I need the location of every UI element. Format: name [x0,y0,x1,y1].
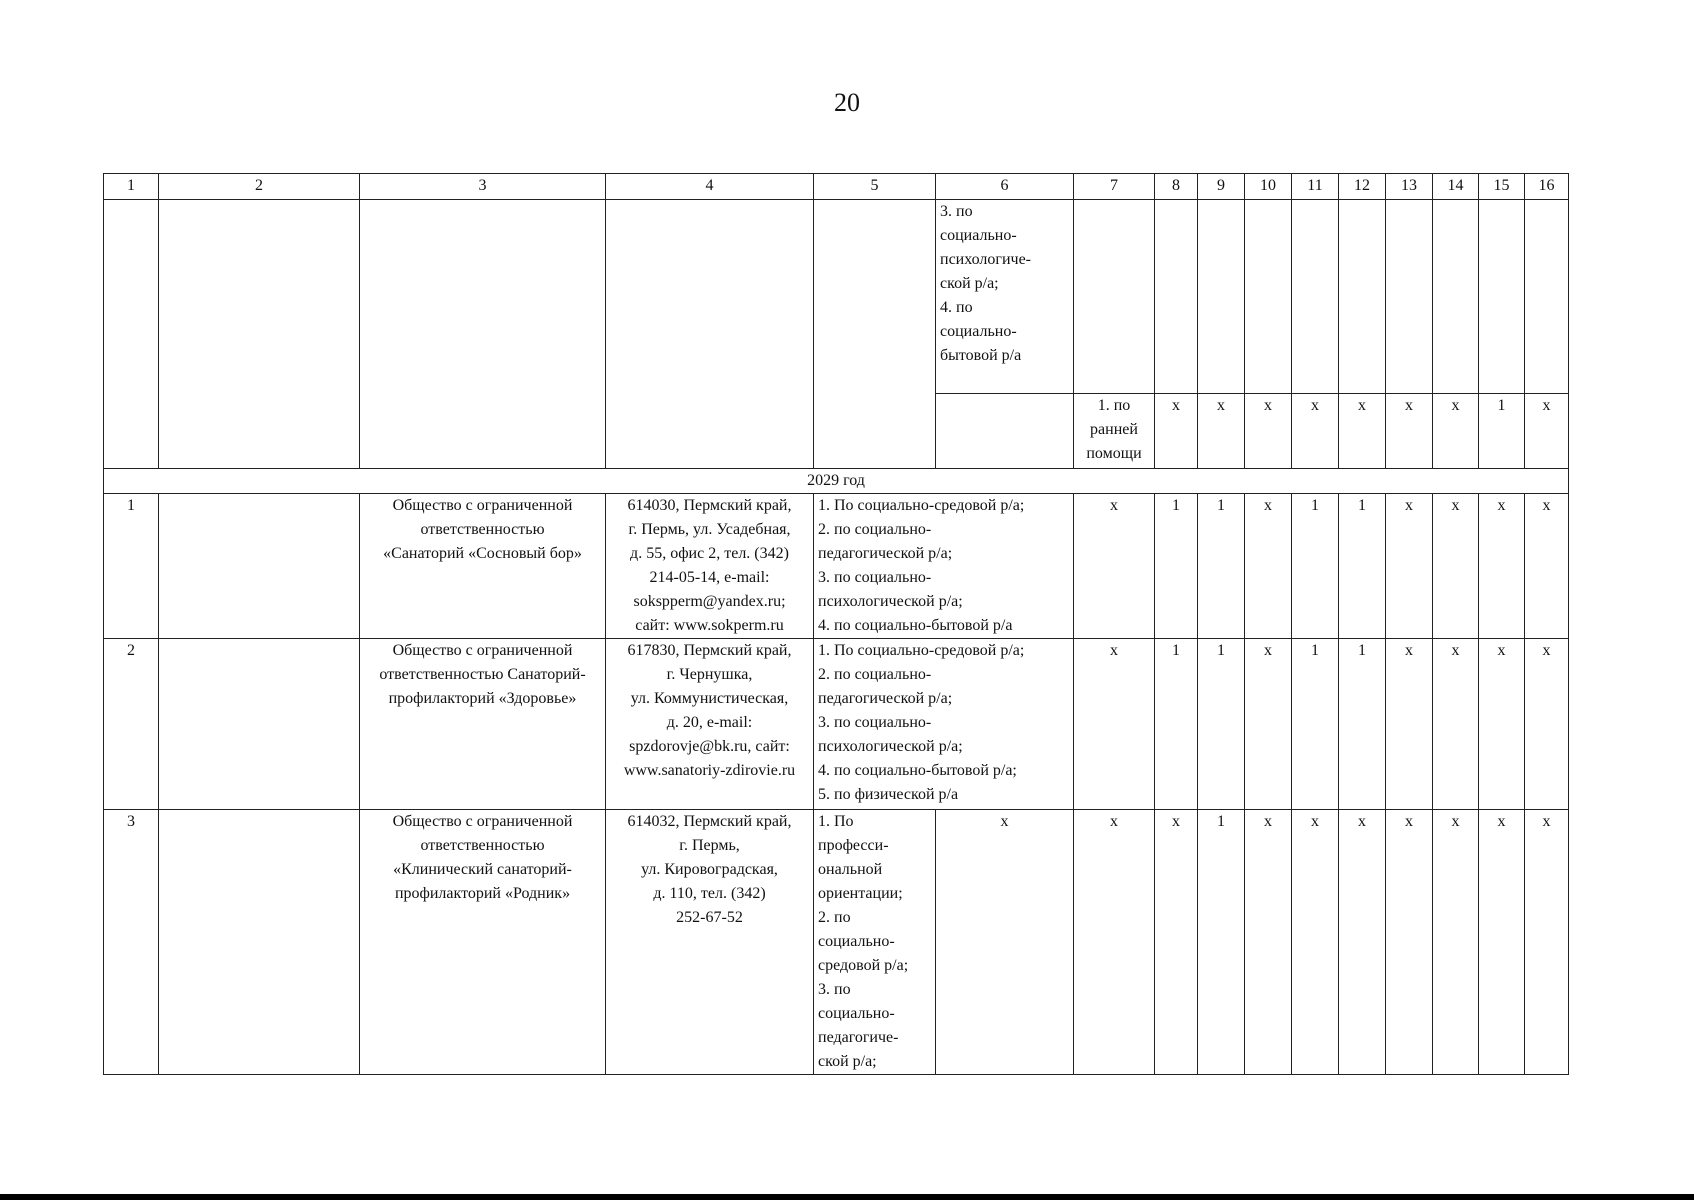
address-line: 614030, Пермский край, [627,497,792,514]
service-line: 2. по социально- [818,521,932,538]
address-line: 614032, Пермский край, [627,813,792,830]
page-number: 20 [834,88,860,117]
mark-col-11: 1 [1292,639,1339,810]
mark-col-12: 1 [1339,639,1386,810]
org-name-line: ответственностью [420,837,545,854]
address-line: д. 55, офис 2, тел. (342) [630,545,789,562]
empty-cell [1074,200,1155,394]
mark-col-10: x [1245,810,1292,1075]
service-line: психологической р/а; [818,738,963,755]
row-number: 3 [104,810,159,1075]
service-line: социально- [818,933,895,950]
empty-cell [814,200,936,469]
mark-col-16: x [1525,639,1569,810]
service-line: педагогической р/а; [818,545,953,562]
mark-col-14: x [1433,639,1479,810]
column-number: 13 [1386,174,1433,200]
service-line: психологической р/а; [818,593,963,610]
address-line: ул. Кировоградская, [641,861,778,878]
address-line: сайт: www.sokperm.ru [635,617,784,634]
empty-cell [159,639,360,810]
bottom-border [0,1194,1694,1200]
org-name-line: Общество с ограниченной [392,497,573,514]
mark-col-15: x [1479,810,1525,1075]
service-line: 4. по социально-бытовой р/а [818,617,1013,634]
address-line: www.sanatoriy-zdirovie.ru [623,762,796,779]
mark-col-16: x [1525,810,1569,1075]
org-name-line: ответственностью [420,521,545,538]
column-number: 4 [606,174,814,200]
mark-col-8: 1 [1155,494,1198,639]
address-cell [606,639,814,810]
column-number: 3 [360,174,606,200]
mark-col-9: x [1198,394,1245,469]
mark-col-10: x [1245,494,1292,639]
service-line: социально- [818,1005,895,1022]
table-row [104,494,1569,639]
mark-col-15: x [1479,639,1525,810]
address-line: г. Чернушка, [666,666,753,683]
address-cell [606,494,814,639]
mark-col-9: 1 [1198,639,1245,810]
services-table [103,173,1569,1075]
mark-col-15: 1 [1479,394,1525,469]
column-number: 15 [1479,174,1525,200]
empty-cell [1339,200,1386,394]
early-help-line: помощи [1086,445,1142,462]
service-line: педагогической р/а; [818,690,953,707]
column-number: 6 [936,174,1074,200]
address-line: 214-05-14, e-mail: [649,569,770,586]
service-line: 3. по [818,981,851,998]
mark-col-11: x [1292,810,1339,1075]
address-cell [606,810,814,1075]
empty-cell [1155,200,1198,394]
service-line: 1. По [818,813,854,830]
service-line: средовой р/а; [818,957,909,974]
service-line: социально- [940,323,1017,340]
org-name-cell [360,639,606,810]
mark-col-8: x [1155,394,1198,469]
early-help-cell [1074,394,1155,469]
empty-cell [1386,200,1433,394]
column-number: 7 [1074,174,1155,200]
empty-cell [159,200,360,469]
column-number: 9 [1198,174,1245,200]
service-line: 3. по социально- [818,714,932,731]
org-name-cell [360,494,606,639]
mark-col-12: 1 [1339,494,1386,639]
services-cell [814,639,1074,810]
column-number: 16 [1525,174,1569,200]
service-line: бытовой р/а [940,347,1022,364]
mark-col-11: x [1292,394,1339,469]
empty-cell [1479,200,1525,394]
mark-col-12: x [1339,394,1386,469]
empty-cell [360,200,606,469]
mark-col-8: x [1155,810,1198,1075]
service-line: 5. по физической р/а [818,786,959,803]
address-line: sokspperm@yandex.ru; [633,593,786,610]
empty-cell [159,810,360,1075]
service-line: 3. по социально- [818,569,932,586]
service-line: 1. По социально-средовой р/а; [818,497,1025,514]
service-line: ской р/а; [818,1053,877,1070]
mark-col-11: 1 [1292,494,1339,639]
empty-cell [1292,200,1339,394]
empty-cell [104,200,159,469]
service-line: социально- [940,227,1017,244]
mark-col-7: x [1074,810,1155,1075]
service-line: психологиче- [940,251,1031,268]
service-line: професси- [818,837,889,854]
empty-cell [1245,200,1292,394]
mark-col-8: 1 [1155,639,1198,810]
address-line: 252-67-52 [676,909,743,926]
org-name-line: профилакторий «Родник» [394,885,571,902]
org-name-line: «Санаторий «Сосновый бор» [383,545,582,562]
empty-cell [606,200,814,469]
services-cell [814,810,936,1075]
section-title: 2029 год [104,469,1569,494]
mark-col-10: x [1245,394,1292,469]
address-line: ул. Коммунистическая, [630,690,789,707]
section-title-row [104,469,1569,494]
address-line: г. Пермь, ул. Усадебная, [628,521,791,538]
services-cell [936,200,1074,394]
mark-col-7: x [1074,494,1155,639]
service-line: 4. по [940,299,973,316]
service-line: 1. По социально-средовой р/а; [818,642,1025,659]
mark-col-6: x [936,810,1074,1075]
org-name-line: Общество с ограниченной [392,642,573,659]
address-line: spzdorovje@bk.ru, сайт: [629,738,790,755]
mark-col-9: 1 [1198,494,1245,639]
service-line: 4. по социально-бытовой р/а; [818,762,1017,779]
org-name-line: Общество с ограниченной [392,813,573,830]
mark-col-7: x [1074,639,1155,810]
column-number: 5 [814,174,936,200]
mark-col-14: x [1433,394,1479,469]
empty-cell [1433,200,1479,394]
mark-col-14: x [1433,810,1479,1075]
column-number: 2 [159,174,360,200]
continuation-row [104,200,1569,394]
column-number: 14 [1433,174,1479,200]
service-line: 2. по [818,909,851,926]
mark-col-15: x [1479,494,1525,639]
column-number: 1 [104,174,159,200]
address-line: д. 20, e-mail: [666,714,753,731]
mark-col-13: x [1386,394,1433,469]
empty-cell [159,494,360,639]
org-name-line: профилакторий «Здоровье» [388,690,577,707]
service-line: 3. по [940,203,973,220]
column-number: 10 [1245,174,1292,200]
service-line: ской р/а; [940,275,999,292]
mark-col-16: x [1525,394,1569,469]
address-line: г. Пермь, [679,837,740,854]
service-line: ориентации; [818,885,903,902]
empty-cell [1525,200,1569,394]
mark-col-9: 1 [1198,810,1245,1075]
empty-cell [936,394,1074,469]
services-cell [814,494,1074,639]
org-name-cell [360,810,606,1075]
mark-col-13: x [1386,810,1433,1075]
column-number-row [104,174,1569,200]
address-line: 617830, Пермский край, [627,642,792,659]
mark-col-10: x [1245,639,1292,810]
early-help-line: ранней [1090,421,1138,438]
empty-cell [1198,200,1245,394]
service-line: ональной [818,861,883,878]
org-name-line: «Клинический санаторий- [393,861,572,878]
table-row [104,639,1569,810]
row-number: 2 [104,639,159,810]
table-row [104,810,1569,1075]
org-name-line: ответственностью Санаторий- [379,666,586,683]
service-line: 2. по социально- [818,666,932,683]
mark-col-14: x [1433,494,1479,639]
address-line: д. 110, тел. (342) [653,885,766,902]
early-help-line: 1. по [1097,397,1131,414]
column-number: 11 [1292,174,1339,200]
column-number: 12 [1339,174,1386,200]
mark-col-13: x [1386,639,1433,810]
column-number: 8 [1155,174,1198,200]
row-number: 1 [104,494,159,639]
mark-col-12: x [1339,810,1386,1075]
mark-col-13: x [1386,494,1433,639]
service-line: педагогиче- [818,1029,899,1046]
mark-col-16: x [1525,494,1569,639]
